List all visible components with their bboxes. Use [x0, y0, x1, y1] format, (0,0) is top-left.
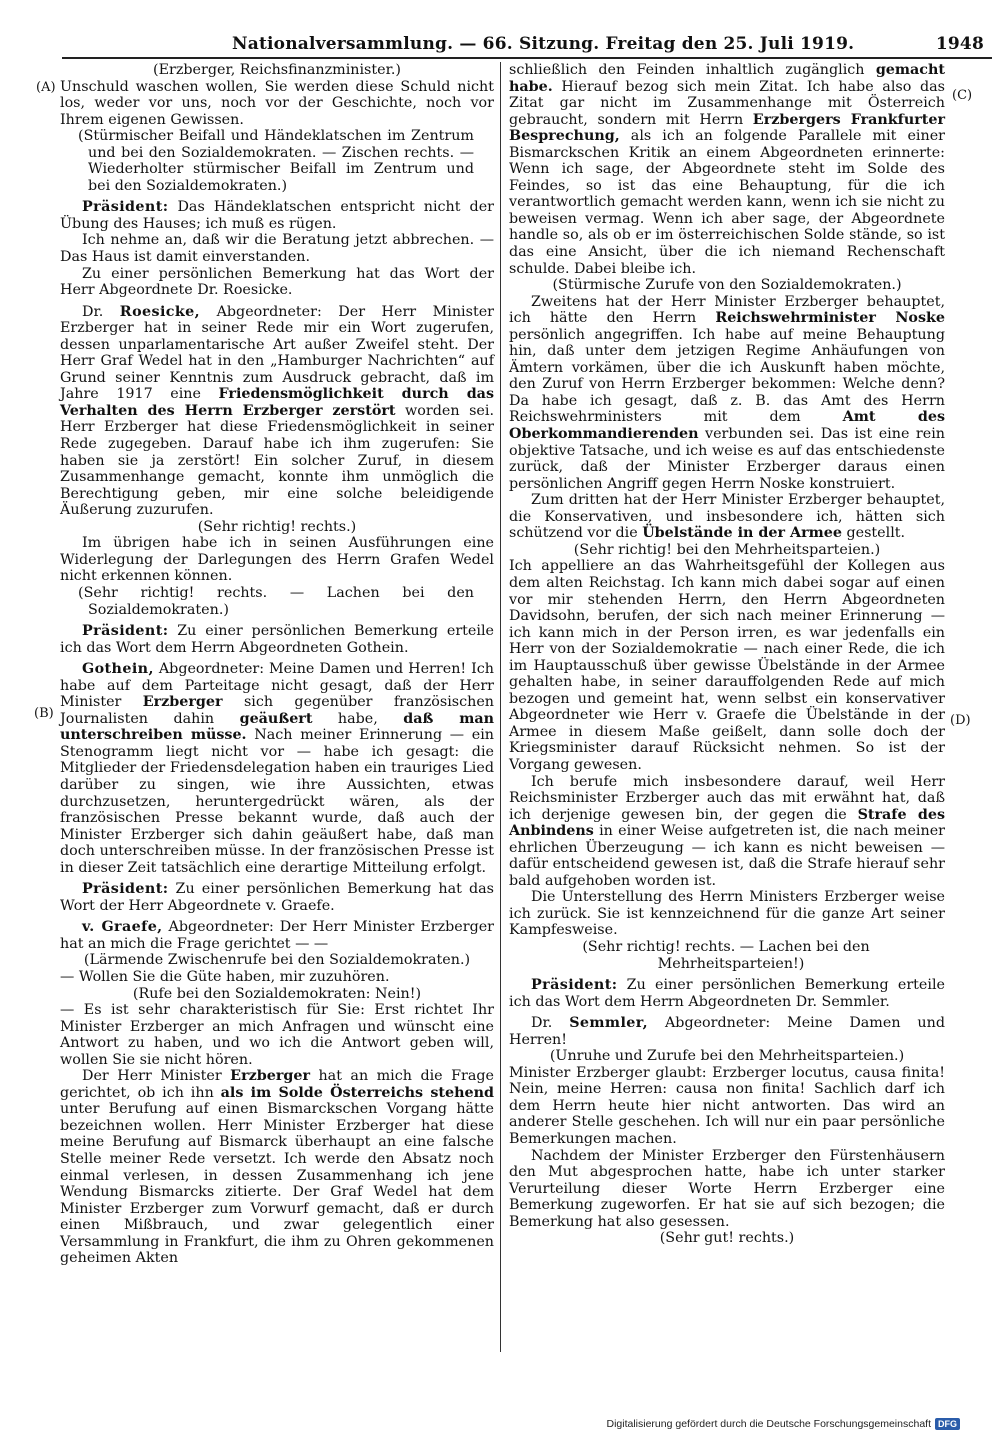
paragraph: Minister Erzberger glaubt: Erzberger locutus, causa finita! Nein, meine Herren: causa non finita! Sachlich darf ich dem Herrn heute hier nicht antworten. Das wird an anderer Stelle geschehen. Ich will nur ein paar persönliche Bemerkungen machen.	[509, 1064, 945, 1147]
header-rule	[62, 57, 992, 59]
paragraph: Dr. Semmler, Abgeordneter: Meine Damen und Herren!	[509, 1015, 946, 1048]
paragraph: schließlich den Feinden inhaltlich zugänglich gemacht habe. Hierauf bezog sich mein Zitat. Ich habe also das Zitat gar nicht im Zusammenhange mit Österreich gebraucht, sondern mit Herrn Erzbergers Frankfurter Besprechung, als ich an folgende Parallele mit einer Bismarckschen Kritik an einem Abgeordneten erinnerte: Wenn ich sage, der Abgeordnete steht im Solde des Feindes, so ist das eine Behauptung, für die ich verantwortlich gemacht werden kann, wenn ich sie nicht zu beweisen vermag. Wenn ich aber sage, der Abgeordnete handle so, als ob er im österreichischen Solde stände, so ist das eine Ansicht, über die ich niemand Rechenschaft schulde. Dabei bleibe ich.	[509, 62, 946, 277]
paragraph: Ich nehme an, daß wir die Beratung jetzt abbrechen. — Das Haus ist damit einverstanden.	[60, 232, 494, 266]
emphasis: Reichswehrminister Noske	[715, 310, 946, 327]
paragraph: Präsident: Zu einer persönlichen Bemerkung erteile ich das Wort dem Herrn Abgeordneten Dr. Semmler.	[509, 977, 945, 1010]
paragraph: Unschuld waschen wollen, Sie werden diese Schuld nicht los, weder vor uns, noch vor der Geschichte, noch vor Ihrem eigenen Gewissen.	[60, 78, 494, 128]
emphasis: Amt des Oberkommandierenden	[509, 409, 945, 443]
interjection: (Rufe bei den Sozialdemokraten: Nein!)	[132, 985, 422, 1002]
page-number: 1948	[935, 34, 984, 54]
paragraph: Zu einer persönlichen Bemerkung hat das Wort der Herr Abgeordnete Dr. Roesicke.	[60, 265, 494, 299]
header-title: Nationalversammlung. — 66. Sitzung. Freitag den 25. Juli 1919.	[232, 34, 855, 54]
margin-marker-c: (C)	[952, 88, 973, 103]
speaker-name: Gothein,	[82, 661, 154, 678]
interjection: (Unruhe und Zurufe bei den Mehrheitsparteien.)	[549, 1048, 905, 1065]
speaker-name: Roesicke,	[119, 303, 201, 320]
emphasis: Erzbergers Frankfurter Besprechung,	[509, 111, 945, 145]
interjection: (Lärmende Zwischenrufe bei den Sozialdemokraten.)	[83, 952, 471, 969]
paragraph: Der Herr Minister Erzberger hat an mich die Frage gerichtet, ob ich ihn als im Solde Österreichs stehend unter Berufung auf einen Bismarckschen Vorgang hätte bezeichnen wollen. Herr Minister Erzberger hat diese meine Berufung auf Bismarck überhaupt an eine falsche Stelle meiner Rede versetzt. Ich werde den Absatz noch einmal verlesen, in dessen Zusammenhang ich jene Wendung Bismarcks zitierte. Der Graf Wedel hat dem Minister Erzberger zum Vorwurf gemacht, daß er durch einen Mißbrauch, und zwar gelegentlich einer Versammlung in Frankfurt, die ihm zu Ohren gekommenen geheimen Akten	[60, 1068, 495, 1267]
speaker-name: Präsident:	[82, 623, 169, 640]
interjection: (Stürmische Zurufe von den Sozialdemokraten.)	[552, 277, 902, 294]
speaker-name: Präsident:	[82, 881, 169, 898]
paragraph: Präsident: Zu einer persönlichen Bemerkung erteile ich das Wort dem Herrn Abgeordneten Gothein.	[60, 623, 494, 656]
paragraph: Präsident: Zu einer persönlichen Bemerkung hat das Wort der Herr Abgeordnete v. Graefe.	[60, 881, 494, 914]
emphasis: als im Solde Österreichs stehend	[220, 1084, 494, 1101]
paragraph: Gothein, Abgeordneter: Meine Damen und Herren! Ich habe auf dem Parteitage nicht gesagt, daß der Herr Minister Erzberger sich gegenüber französischen Journalisten dahin geäußert habe, daß man unterschreiben müsse. Nach meiner Erinnerung — ein Stenogramm liegt nicht vor — habe ich gesagt: die Mitglieder der Friedensdelegation haben ein trauriges Lied darüber zu singen, wie ihre Aussichten, etwas durchzusetzen, heruntergedrückt wären, als der französischen Presse bekannt wurde, daß auch der Minister Erzberger sich dahin geäußert habe, daß man doch unterschreiben müsse. In der französischen Presse ist in dieser Zeit tatsächlich eine derartige Mitteilung erfolgt.	[60, 661, 495, 876]
emphasis: daß man unterschreiben müsse.	[60, 710, 495, 744]
emphasis: Übelstände in der Armee	[642, 525, 842, 542]
emphasis: geäußert	[239, 710, 313, 727]
emphasis: gemacht habe.	[509, 62, 946, 95]
paragraph: Dr. Roesicke, Abgeordneter: Der Herr Minister Erzberger hat in seiner Rede mir ein Wort zugerufen, dessen unparlamentarische Art außer Zweifel steht. Der Herr Graf Wedel hat in den „Hamburger Nachrichten“ auf Grund seiner Kenntnis zum Ausdruck gebracht, daß im Jahre 1917 eine Friedensmöglichkeit durch das Verhalten des Herrn Erzberger zerstört worden sei. Herr Erzberger hat diese Friedensmöglichkeit in seiner Rede zugegeben. Darauf habe ich ihm zugerufen: Sie haben sie ja zerstört! Ein solcher Zuruf, in diesem Zusammenhange gemacht, konnte ihm unmöglich die Berechtigung geben, mir eine solche beleidigende Äußerung zuzurufen.	[60, 303, 494, 519]
footer-credit	[606, 1418, 960, 1430]
margin-marker-d: (D)	[950, 713, 971, 728]
emphasis: Friedensmöglichkeit durch das Verhalten des Herrn Erzberger zerstört	[60, 386, 494, 419]
interjection: (Stürmischer Beifall und Händeklatschen im Zentrum und bei den Sozialdemokraten. — Zischen rechts. — Wiederholter stürmischer Beifall im Zentrum und bei den Sozialdemokraten.)	[78, 128, 474, 194]
speaker-name: Semmler,	[569, 1015, 649, 1032]
page-header	[40, 30, 990, 54]
paragraph: v. Graefe, Abgeordneter: Der Herr Minister Erzberger hat an mich die Frage gerichtet — —	[60, 919, 495, 952]
footer-text: Digitalisierung gefördert durch die Deutsche Forschungsgemeinschaft	[606, 1418, 931, 1430]
emphasis: Erzberger	[142, 694, 223, 711]
paragraph: Zum dritten hat der Herr Minister Erzberger behauptet, die Konservativen, und insbesondere ich, hätten sich schützend vor die Übelstände in der Armee gestellt.	[509, 492, 945, 542]
margin-marker-a: (A)	[36, 80, 56, 95]
interjection: (Sehr richtig! rechts. — Lachen bei den Sozialdemokraten.)	[78, 584, 474, 618]
speaker-name: Präsident:	[531, 977, 618, 994]
margin-marker-b: (B)	[34, 706, 54, 721]
paragraph: — Es ist sehr charakteristisch für Sie: Erst richtet Ihr Minister Erzberger an mich Anfragen und wünscht eine Antwort zu haben, und wo ich die Antwort geben will, wollen Sie sie nicht hören.	[60, 1002, 494, 1068]
paragraph: Die Unterstellung des Herrn Ministers Erzberger weise ich zurück. Sie ist kennzeichnend für die ganze Art seiner Kampfesweise.	[509, 889, 945, 939]
paragraph: Zweitens hat der Herr Minister Erzberger behauptet, ich hätte den Herrn Reichswehrminister Noske persönlich angegriffen. Ich habe auf meine Behauptung hin, daß unter dem jetzigen Regime Anhäufungen von Ämtern vorkämen, über die ich Auskunft haben möchte, den Zuruf von Herrn Erzberger bekommen: Welche denn? Da habe ich gesagt, daß z. B. das Amt des Herrn Reichswehrministers mit dem Amt des Oberkommandierenden verbunden sei. Das ist eine rein objektive Tatsache, und ich weise es auf das entschiedenste zurück, daß der Minister Erzberger daraus einen persönlichen Angriff gegen Herrn Noske konstruiert.	[509, 293, 946, 492]
paragraph: Ich berufe mich insbesondere darauf, weil Herr Reichsminister Erzberger auch das mit erwähnt hat, daß ich derjenige gewesen bin, der gegen die Strafe des Anbindens in einer Weise aufgetreten ist, die nach meiner ehrlichen Überzeugung — ich kann es nicht beweisen — dafür entscheidend gewesen ist, daß die Strafe hierauf sehr bald aufgehoben worden ist.	[509, 773, 946, 889]
interjection: (Sehr richtig! rechts. — Lachen bei den Mehrheitsparteien!)	[582, 938, 870, 972]
paragraph: Nachdem der Minister Erzberger den Fürstenhäusern den Mut abgesprochen hatte, habe ich unter starker Verurteilung dieser Worte Herrn Erzberger eine Bemerkung zugeworfen. Er hat sie auf sich bezogen; die Bemerkung hat also gesessen.	[509, 1147, 945, 1230]
left-column	[60, 62, 494, 1267]
speaker-name: v. Graefe,	[82, 919, 163, 936]
paragraph: Präsident: Das Händeklatschen entspricht nicht der Übung des Hauses; ich muß es rügen.	[60, 199, 495, 232]
interjection: (Sehr richtig! rechts.)	[197, 518, 357, 535]
speaker-name: Präsident:	[82, 199, 169, 216]
interjection: (Sehr richtig! bei den Mehrheitsparteien.)	[573, 541, 881, 558]
emphasis: Erzberger	[230, 1068, 310, 1085]
paragraph: Im übrigen habe ich in seinen Ausführungen eine Widerlegung der Darlegungen des Herrn Grafen Wedel nicht erkennen können.	[60, 535, 494, 585]
dfg-logo-icon: DFG	[935, 1418, 960, 1430]
paragraph: — Wollen Sie die Güte haben, mir zuzuhören.	[60, 968, 390, 985]
speaker-heading: (Erzberger, Reichsfinanzminister.)	[153, 62, 401, 78]
column-divider	[500, 62, 501, 1352]
interjection: (Sehr gut! rechts.)	[659, 1230, 795, 1247]
right-column	[509, 62, 945, 1247]
emphasis: Strafe des Anbindens	[509, 806, 946, 840]
paragraph: Ich appelliere an das Wahrheitsgefühl der Kollegen aus dem alten Reichstag. Ich kann mich dabei sogar auf einen vor mir stehenden Herrn, den Herrn Abgeordneten Davidsohn, berufen, der sich nach meiner Erinnerung — ich kann mich in der Person irren, es war jedenfalls ein Herr von der Sozialdemokratie — nach einer Rede, die ich im Hauptausschuß über gewisse Übelstände in der Armee gehalten habe, in seiner darauffolgenden Rede auf mich bezogen und gemeint hat, wenn selbst ein konservativer Abgeordneter wie Herr v. Graefe die Übelstände in der Armee in diesem Maße geißelt, dann solle doch der Kriegsminister darauf Rücksicht nehmen. So ist der Vorgang gewesen.	[509, 558, 945, 773]
